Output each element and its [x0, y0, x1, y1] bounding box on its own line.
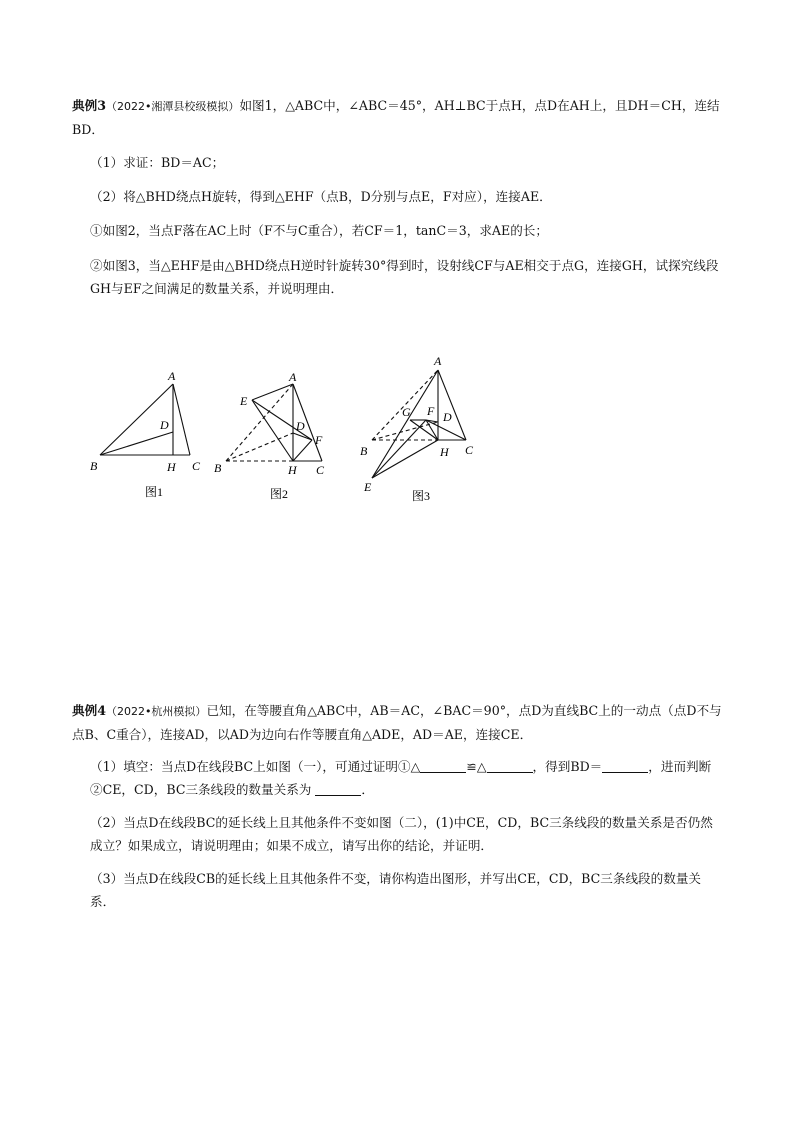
fig3-label-e: E [364, 480, 372, 494]
fig1-caption: 图1 [145, 485, 164, 499]
ex4-stem [72, 699, 724, 746]
fig1-label-d: D [160, 418, 169, 432]
fig3-label-c: C [465, 443, 474, 457]
figures [0, 340, 794, 510]
ex4-title: 典例4 [72, 703, 106, 718]
ex3-q2: （2）将△BHD绕点H旋转，得到△EHF（点B，D分别与点E，F对应），连接AE． [90, 189, 552, 204]
fig2-label-d: D [296, 419, 305, 433]
fig1-label-b: B [90, 459, 98, 473]
ex4-blank-1[interactable] [420, 758, 466, 773]
ex4-blank-4[interactable] [315, 781, 361, 796]
ex4-q1-part-b: ≌△ [466, 759, 487, 774]
fig1-label-h: H [167, 460, 176, 474]
fig3-label-b: B [360, 444, 368, 458]
fig1-label-a: A [168, 369, 176, 383]
ex4-q1-part-a: （1）填空：当点D在线段BC上如图（一），可通过证明①△ [90, 759, 421, 774]
fig3-label-a: A [434, 354, 442, 368]
ex4-q3: （3）当点D在线段CB的延长线上且其他条件不变，请你构造出图形，并写出CE，CD，BC三条线段的数量关系． [90, 871, 702, 909]
fig3-label-h: H [440, 445, 449, 459]
ex3-q1: （1）求证：BD＝AC； [90, 155, 225, 170]
ex3-q2a: ①如图2，当点F落在AC上时（F不与C重合），若CF＝1，tanC＝3，求AE的长； [90, 223, 548, 238]
ex4-q1 [90, 755, 724, 801]
ex3-title: 典例3 [72, 98, 106, 113]
ex4-q1-part-e: ． [361, 782, 375, 797]
ex4-q2: （2）当点D在线段BC的延长线上且其他条件不变如图（二），(1)中CE，CD，BC三条线段的数量关系是否仍然成立？如果成立，请说明理由；如果不成立，请写出你的结论，并证明． [90, 815, 713, 853]
fig3-label-f: F [427, 404, 435, 418]
fig2-label-e: E [240, 394, 248, 408]
fig3-label-d: D [443, 410, 452, 424]
ex4-q1-part-d: ，进而判断②CE，CD，BC三条线段的数量关系为 [90, 759, 712, 797]
ex4-q1-part-c: ，得到BD＝ [532, 759, 603, 774]
figure-3 [372, 370, 466, 478]
ex4-blank-2[interactable] [487, 758, 533, 773]
ex4-stem-text: 已知，在等腰直角△ABC中，AB＝AC，∠BAC＝90°，点D为直线BC上的一动点（点D不与点B、C重合），连接AD，以AD为边向右作等腰直角△ADE，AD＝AE，连接CE． [72, 703, 722, 742]
fig2-label-b: B [214, 461, 222, 475]
fig3-label-g: G [402, 405, 411, 419]
fig2-label-h: H [288, 463, 297, 477]
fig2-caption: 图2 [270, 487, 289, 501]
fig2-label-f: F [315, 433, 323, 447]
ex4-source: （2022•杭州模拟） [105, 705, 207, 718]
ex3-source: （2022•湘潭县校级模拟） [105, 100, 240, 113]
ex3-stem-text: 如图1，△ABC中，∠ABC＝45°，AH⊥BC于点H，点D在AH上，且DH＝CH，连结BD． [72, 98, 720, 137]
fig2-label-a: A [289, 370, 297, 384]
ex3-q2b: ②如图3，当△EHF是由△BHD绕点H逆时针旋转30°得到时，设射线CF与AE相交于点G，连接GH，试探究线段GH与EF之间满足的数量关系，并说明理由． [90, 258, 719, 296]
figure-1 [100, 384, 190, 455]
ex4-blank-3[interactable] [602, 758, 648, 773]
fig1-label-c: C [192, 459, 201, 473]
fig2-label-c: C [316, 463, 325, 477]
ex3-stem [72, 94, 724, 141]
fig3-caption: 图3 [412, 489, 431, 503]
